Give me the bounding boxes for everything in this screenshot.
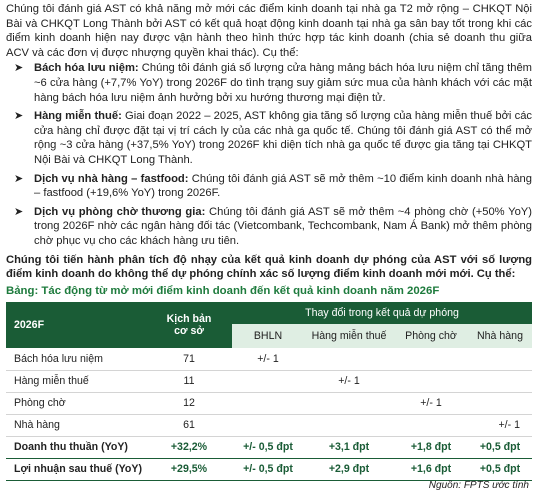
row-label: Bách hóa lưu niệm xyxy=(6,348,146,370)
row-cell xyxy=(468,392,532,414)
table-total-row-revenue xyxy=(6,436,532,458)
total-base: +32,2% xyxy=(146,436,232,458)
total-cell: +1,8 đpt xyxy=(394,436,468,458)
table-title: Bảng: Tác động từ mở mới điểm kinh doanh đến kết quả kinh doanh năm 2026F xyxy=(6,284,440,297)
bullet-text: Chúng tôi đánh giá AST sẽ mở thêm ~10 điểm kinh doanh nhà hàng – fastfood (+19,6% YoY) trong 2026F. xyxy=(34,172,532,200)
table-row xyxy=(6,414,532,436)
row-cell: +/- 1 xyxy=(394,392,468,414)
bullet-text: Chúng tôi đánh giá số lượng cửa hàng mảng bách hóa lưu niệm chỉ tăng thêm ~6 cửa hàng (+7,7% YoY) trong 2026F do tình trạng suy giảm sức mua của hành khách với các mặt hàng bách hóa lưu niệm ảnh hưởng bởi xu hướng thương mại điện tử. xyxy=(34,62,532,104)
total-label: Doanh thu thuần (YoY) xyxy=(6,436,146,458)
table-total-row-profit xyxy=(6,458,532,480)
arrowhead-right-icon: ➤ xyxy=(14,205,24,218)
row-cell xyxy=(304,392,394,414)
bullet-item-duty-free xyxy=(6,109,532,167)
arrowhead-right-icon: ➤ xyxy=(14,172,24,185)
row-base: 71 xyxy=(146,348,232,370)
header-change: Thay đổi trong kết quả dự phóng xyxy=(232,302,532,324)
bullet-heading: Dịch vụ phòng chờ thương gia: xyxy=(34,205,206,218)
row-base: 61 xyxy=(146,414,232,436)
analysis-paragraph: Chúng tôi tiến hành phân tích độ nhạy của kết quả kinh doanh dự phóng của AST với số lượng điểm kinh doanh do không thể dự phóng chính xác số lượng điểm kinh doanh mới mới. Cụ thể: xyxy=(6,253,532,281)
bullet-item-restaurant xyxy=(6,172,532,201)
total-cell: +/- 0,5 đpt xyxy=(232,436,304,458)
table-row xyxy=(6,392,532,414)
total-cell: +/- 0,5 đpt xyxy=(232,458,304,480)
document-body xyxy=(6,2,532,481)
row-cell xyxy=(232,414,304,436)
row-label: Nhà hàng xyxy=(6,414,146,436)
intro-paragraph: Chúng tôi đánh giá AST có khả năng mở mới các điểm kinh doanh tại nhà ga T2 mở rộng – CHKQT Nội Bài và CHKQT Long Thành bởi AST có kết quả hoạt động kinh doanh tại nhà ga sân bay tốt trong khi các điểm kinh doanh hiện nay được vận hành theo hình thức hợp tác kinh doanh (chia sẻ doanh thu giữa ACV và các đơn vị được nhượng quyền khai thác). Cụ thể: xyxy=(6,3,532,59)
row-cell xyxy=(304,348,394,370)
bullet-heading: Dịch vụ nhà hàng – fastfood: xyxy=(34,172,189,185)
arrowhead-right-icon: ➤ xyxy=(14,62,24,75)
row-cell xyxy=(468,348,532,370)
total-cell: +3,1 đpt xyxy=(304,436,394,458)
row-cell xyxy=(394,414,468,436)
row-cell xyxy=(468,370,532,392)
row-cell: +/- 1 xyxy=(304,370,394,392)
bullet-item-souvenir xyxy=(6,61,532,105)
total-cell: +2,9 đpt xyxy=(304,458,394,480)
row-label: Phòng chờ xyxy=(6,392,146,414)
bullet-heading: Bách hóa lưu niệm: xyxy=(34,62,139,75)
row-base: 12 xyxy=(146,392,232,414)
table-row xyxy=(6,370,532,392)
row-base: 11 xyxy=(146,370,232,392)
total-base: +29,5% xyxy=(146,458,232,480)
subheader-bhln: BHLN xyxy=(232,324,304,348)
bullet-text: Giai đoạn 2022 – 2025, AST không gia tăng số lượng của hàng miễn thuế bởi các cửa hàng chỉ được đặt tại vị trí cách ly của các nhà ga quốc tế. Chúng tôi đánh giá AST có thể mở rộng ~3 cửa hàng (+37,5% YoY) trong 2026F khi diện tích nhà ga quốc tế được gia tăng tại CHKQT Nội Bài và CHKQT Long Thành. xyxy=(34,110,533,166)
arrowhead-right-icon: ➤ xyxy=(14,110,24,123)
row-label: Hàng miễn thuế xyxy=(6,370,146,392)
bullet-heading: Hàng miễn thuế: xyxy=(34,110,122,123)
sensitivity-table xyxy=(6,302,532,481)
total-cell: +0,5 đpt xyxy=(468,436,532,458)
subheader-duty-free: Hàng miễn thuế xyxy=(304,324,394,348)
total-cell: +1,6 đpt xyxy=(394,458,468,480)
bullet-item-lounge xyxy=(6,205,532,249)
table-header-row xyxy=(6,302,532,324)
row-cell xyxy=(304,414,394,436)
row-cell xyxy=(232,392,304,414)
source-note: Nguồn: FPTS ước tính xyxy=(428,480,529,491)
row-cell xyxy=(394,348,468,370)
row-cell xyxy=(232,370,304,392)
row-cell: +/- 1 xyxy=(468,414,532,436)
table-row xyxy=(6,348,532,370)
bullet-text: Chúng tôi đánh giá AST sẽ mở thêm ~4 phòng chờ (+50% YoY) trong 2026F nhờ các ngân hàng đối tác (Vietcombank, Techcombank, Nam Á Bank) mở thêm phòng chờ phục vụ cho các khách hàng ưu tiên. xyxy=(34,205,532,247)
row-cell xyxy=(394,370,468,392)
subheader-lounge: Phòng chờ xyxy=(394,324,468,348)
header-base-scenario: Kịch bản cơ sở xyxy=(146,302,232,348)
total-label: Lợi nhuận sau thuế (YoY) xyxy=(6,458,146,480)
total-cell: +0,5 đpt xyxy=(468,458,532,480)
row-cell: +/- 1 xyxy=(232,348,304,370)
store-bullet-list xyxy=(6,61,532,248)
header-year: 2026F xyxy=(6,302,146,348)
subheader-restaurant: Nhà hàng xyxy=(468,324,532,348)
